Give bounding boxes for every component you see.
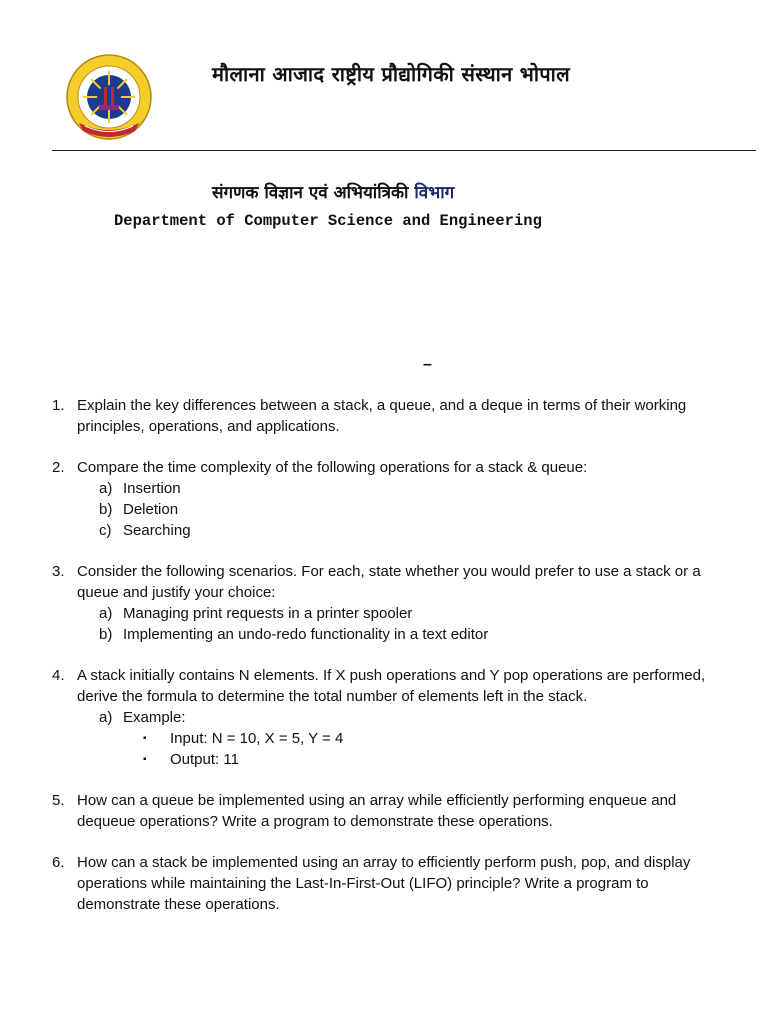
institute-logo: [63, 53, 155, 145]
bullet-text: Output: 11: [170, 751, 239, 768]
sub-item: [99, 478, 712, 499]
department-title-english: Department of Computer Science and Engineering: [114, 212, 542, 230]
bullet-icon: ▪: [143, 754, 147, 765]
bullet-text: Input: N = 10, X = 5, Y = 4: [170, 730, 344, 747]
question-1: [52, 395, 712, 437]
question-2: [52, 457, 712, 541]
question-number: 1.: [52, 397, 65, 414]
question-number: 2.: [52, 459, 65, 476]
sub-item-text: Deletion: [123, 501, 179, 518]
bullet-item: [143, 749, 712, 770]
question-3: [52, 561, 712, 645]
question-number: 3.: [52, 563, 65, 580]
sub-item-text: Searching: [123, 522, 191, 539]
sub-item: [99, 707, 712, 728]
sub-item: [99, 603, 712, 624]
sub-item-label: a): [99, 709, 113, 726]
sub-item-text: Insertion: [123, 480, 181, 497]
sub-item-label: b): [99, 626, 113, 643]
question-text: Consider the following scenarios. For each, state whether you would prefer to use a stack or a queue and justify your choice:: [77, 563, 701, 601]
sub-item: [99, 499, 712, 520]
department-hindi-main: संगणक विज्ञान एवं अभियांत्रिकी: [212, 183, 409, 203]
question-text: A stack initially contains N elements. If X push operations and Y pop operations are performed, derive the formula to determine the total number of elements left in the stack.: [77, 667, 706, 705]
sub-item: [99, 520, 712, 541]
sub-item-text: Implementing an undo-redo functionality in a text editor: [123, 626, 489, 643]
questions-list: [52, 395, 712, 935]
sub-item-label: c): [99, 522, 112, 539]
question-number: 6.: [52, 854, 65, 871]
sub-item-label: a): [99, 605, 113, 622]
question-text: How can a stack be implemented using an array to efficiently perform push, pop, and display operations while maintaining the Last-In-First-Out (LIFO) principle? Write a program to demonstrate these operations.: [77, 854, 691, 913]
header-divider: [52, 150, 756, 151]
question-text: How can a queue be implemented using an array while efficiently performing enqueue and dequeue operations? Write a program to demonstrate these operations.: [77, 792, 677, 830]
question-5: [52, 790, 712, 832]
department-hindi-accent: विभाग: [414, 183, 455, 203]
sub-item-text: Managing print requests in a printer spooler: [123, 605, 413, 622]
sub-item-label: a): [99, 480, 113, 497]
sub-item-label: b): [99, 501, 113, 518]
department-title-hindi: [212, 180, 454, 203]
bullet-item: [143, 728, 712, 749]
question-number: 4.: [52, 667, 65, 684]
bullet-icon: ▪: [143, 733, 147, 744]
institute-emblem-icon: [63, 53, 155, 145]
institute-title: मौलाना आजाद राष्ट्रीय प्रौद्योगिकी संस्थान भोपाल: [212, 62, 570, 86]
question-number: 5.: [52, 792, 65, 809]
sub-item-text: Example:: [123, 709, 186, 726]
question-4: [52, 665, 712, 770]
question-6: [52, 852, 712, 915]
question-text: Explain the key differences between a stack, a queue, and a deque in terms of their working principles, operations, and applications.: [77, 397, 687, 435]
question-text: Compare the time complexity of the following operations for a stack & queue:: [77, 459, 588, 476]
sub-item: [99, 624, 712, 645]
section-dash: –: [423, 356, 432, 373]
